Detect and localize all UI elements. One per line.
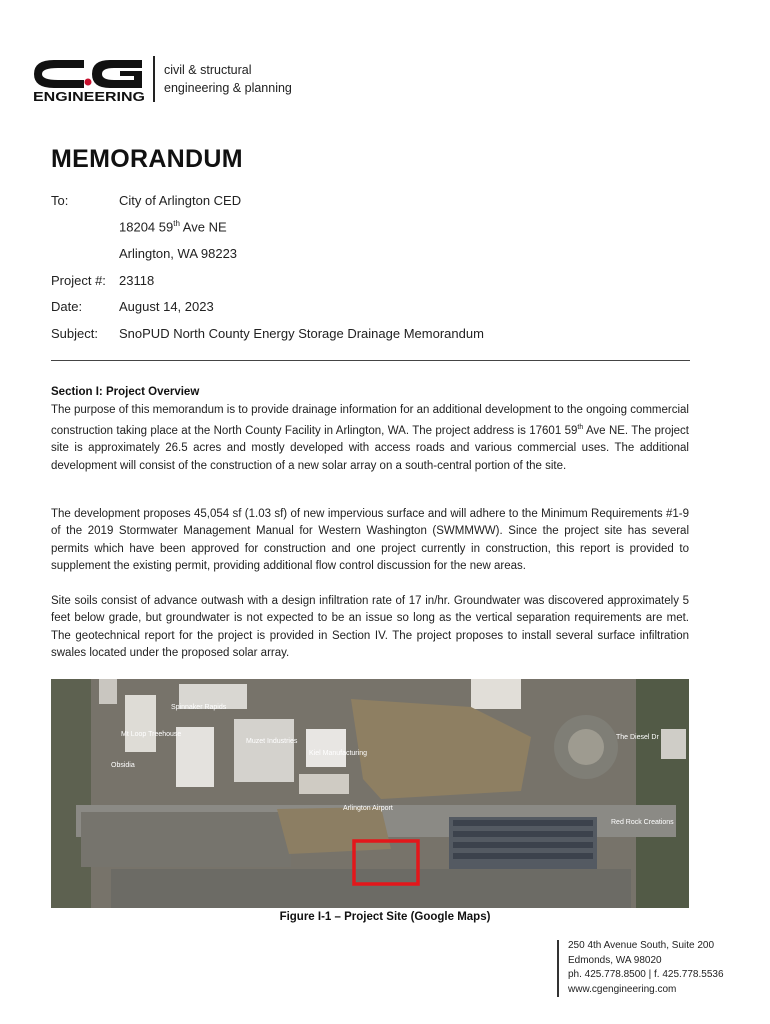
map-label: Muzet Industries	[246, 738, 298, 745]
header-divider	[51, 360, 690, 361]
date-label: Date:	[51, 299, 83, 314]
map-label: The Diesel Dr	[616, 734, 659, 741]
map-label: Arlington Airport	[343, 805, 393, 812]
paragraph-development: The development proposes 45,054 sf (1.03 sf) of new impervious surface and will adhere to the Minimum Requirements #1-9 of the 2019 Stormwater Management Manual for Western Washington (SWMMWW). Since the project site has several permits which have been approved for construction and one project currently in construction, this report is provided to supplement the existing permit, providing additional flow control discussion for the new areas.	[51, 508, 689, 572]
footer-divider	[557, 940, 559, 997]
to-label: To:	[51, 193, 69, 208]
memo-title: MEMORANDUM	[51, 145, 243, 173]
address-city: Edmonds, WA 98020	[568, 954, 662, 966]
map-label: Mt Loop Treehouse	[121, 731, 182, 738]
contact-phone: ph. 425.778.8500 | f. 425.778.5536	[568, 969, 724, 980]
address-street: 250 4th Avenue South, Suite 200	[568, 940, 715, 951]
paragraph-soils: Site soils consist of advance outwash with a design infiltration rate of 17 in/hr. Groundwater was discovered approximately 5 feet below grade, but groundwater is not expected to be an issue so long as the vertical separation requirements are met. The geotechnical report for the project is provided in Section IV. The project proposes to install several surface infiltration swales located under the proposed solar array.	[51, 595, 689, 659]
footer-address	[568, 939, 724, 997]
logo-wordmark: ENGINEERING	[33, 90, 145, 104]
map-label: Spinnaker Rapids	[171, 704, 227, 711]
project-label: Project #:	[51, 273, 106, 288]
tagline-line-1: civil & structural	[164, 63, 252, 77]
subject-label: Subject:	[51, 326, 98, 341]
to-recipient: City of Arlington CED	[119, 193, 242, 208]
logo-g-mark	[92, 60, 142, 88]
logo-c-mark	[34, 60, 84, 88]
tagline-line-2: engineering & planning	[164, 81, 292, 95]
paragraph-overview: The purpose of this memorandum is to provide drainage information for an additional development to the ongoing commercial construction taking place at the North County Facility in Arlington, WA. The project address is 17601 59th Ave NE. The project site is approximately 26.5 acres and mostly developed with access roads and various commercial uses. The additional development will consist of the construction of a new solar array on a south-central portion of the site.	[51, 404, 689, 472]
figure-caption: Figure I-1 – Project Site (Google Maps)	[279, 911, 491, 923]
logo-divider	[153, 56, 155, 102]
memo-date: August 14, 2023	[119, 299, 214, 314]
company-website[interactable]: www.cgengineering.com	[568, 983, 677, 995]
map-label: Red Rock Creations	[611, 819, 674, 826]
memo-subject: SnoPUD North County Energy Storage Drainage Memorandum	[119, 326, 484, 341]
project-number: 23118	[119, 273, 155, 288]
logo-dot	[85, 79, 92, 86]
map-label: Obsidia	[111, 762, 135, 769]
to-city: Arlington, WA 98223	[119, 246, 238, 261]
section-heading: Section I: Project Overview	[51, 386, 200, 398]
company-logo	[32, 54, 147, 104]
aerial-site-map	[51, 679, 689, 908]
map-label: Kiel Manufacturing	[309, 750, 367, 757]
to-street: 18204 59th Ave NE	[119, 219, 227, 235]
company-tagline	[164, 61, 292, 97]
